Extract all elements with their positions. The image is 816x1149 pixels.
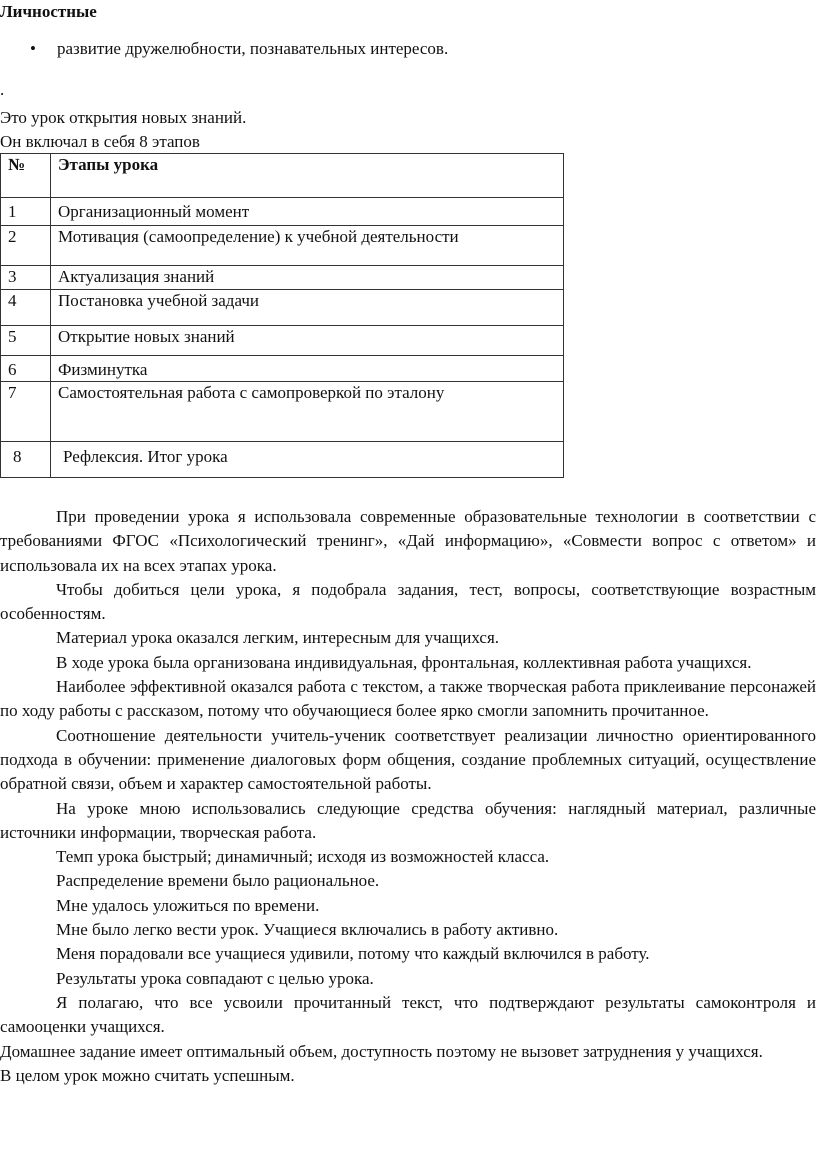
paragraph: Наиболее эффективной оказался работа с текстом, а также творческая работа приклеивание персонажей по ходу работы с рассказом, потому что обучающиеся более ярко смогли запомнить прочитанное. xyxy=(0,677,816,721)
table-cell-num: 3 xyxy=(1,266,51,290)
paragraph: Результаты урока совпадают с целью урока. xyxy=(56,968,374,988)
section-heading: Личностные xyxy=(0,2,97,21)
paragraph: Материал урока оказался легким, интересным для учащихся. xyxy=(56,628,500,648)
table-cell-stage: Актуализация знаний xyxy=(51,266,564,290)
closing-paragraph: Домашнее задание имеет оптимальный объем, доступность поэтому не вызовет затруднения у учащихся. xyxy=(0,1041,763,1061)
table-cell-stage: Физминутка xyxy=(51,356,564,382)
table-row xyxy=(1,382,564,442)
paragraph: Мне было легко вести урок. Учащиеся включались в работу активно. xyxy=(56,920,559,940)
paragraph: На уроке мною использовались следующие средства обучения: наглядный материал, различные источники информации, творческая работа. xyxy=(0,798,816,842)
table-cell-num: 6 xyxy=(1,356,51,382)
table-cell-num: 2 xyxy=(1,226,51,266)
bullet-dot-icon: • xyxy=(30,39,36,58)
table-cell-stage: Организационный момент xyxy=(51,198,564,226)
table-cell-num: 5 xyxy=(1,326,51,356)
table-cell-stage: Постановка учебной задачи xyxy=(51,290,564,326)
paragraph: Меня порадовали все учащиеся удивили, потому что каждый включился в работу. xyxy=(56,944,650,964)
table-row xyxy=(1,226,564,266)
table-row xyxy=(1,442,564,478)
table-cell-num: 8 xyxy=(1,442,51,478)
table-cell-num: 1 xyxy=(1,198,51,226)
table-cell-stage: Мотивация (самоопределение) к учебной деятельности xyxy=(51,226,564,266)
intro-line-1: Это урок открытия новых знаний. xyxy=(0,108,247,127)
table-header-cell: № xyxy=(1,154,51,198)
table-header-cell: Этапы урока xyxy=(51,154,564,198)
table-row xyxy=(1,198,564,226)
table-cell-stage: Самостоятельная работа с самопроверкой по эталону xyxy=(51,382,564,442)
table-header-row xyxy=(1,154,564,198)
lesson-stages-table xyxy=(0,153,564,478)
table-cell-num: 4 xyxy=(1,290,51,326)
paragraph: Чтобы добиться цели урока, я подобрала задания, тест, вопросы, соответствующие возрастным особенностям. xyxy=(0,579,816,624)
report-body xyxy=(0,505,816,1088)
table-cell-stage: Рефлексия. Итог урока xyxy=(51,442,564,478)
paragraph: Темп урока быстрый; динамичный; исходя из возможностей класса. xyxy=(56,847,550,867)
bullet-text: развитие дружелюбности, познавательных интересов. xyxy=(57,39,449,58)
table-row xyxy=(1,266,564,290)
paragraph: При проведении урока я использовала современные образовательные технологии в соответствии с требованиями ФГОС «Психологический тренинг», «Дай информацию», «Совмести вопрос с ответом» и использовала их на всех этапах урока. xyxy=(0,507,816,575)
dot-line: . xyxy=(0,80,5,99)
paragraph: Соотношение деятельности учитель-ученик соответствует реализации личностно ориентированного подхода в обучении: применение диалоговых форм общения, создание проблемных ситуаций, осуществление обратной связи, объем и характер самостоятельной работы. xyxy=(0,725,816,794)
table-cell-stage: Открытие новых знаний xyxy=(51,326,564,356)
closing-paragraph: В целом урок можно считать успешным. xyxy=(0,1065,295,1085)
table-cell-num: 7 xyxy=(1,382,51,442)
table-row xyxy=(1,326,564,356)
paragraph: Распределение времени было рациональное. xyxy=(56,871,380,891)
table-row xyxy=(1,290,564,326)
table-row xyxy=(1,356,564,382)
intro-line-2: Он включал в себя 8 этапов xyxy=(0,132,200,151)
paragraph: В ходе урока была организована индивидуальная, фронтальная, коллективная работа учащихся. xyxy=(56,652,752,672)
paragraph: Я полагаю, что все усвоили прочитанный текст, что подтверждают результаты самоконтроля и самооценки учащихся. xyxy=(0,992,816,1037)
paragraph: Мне удалось уложиться по времени. xyxy=(56,895,320,915)
